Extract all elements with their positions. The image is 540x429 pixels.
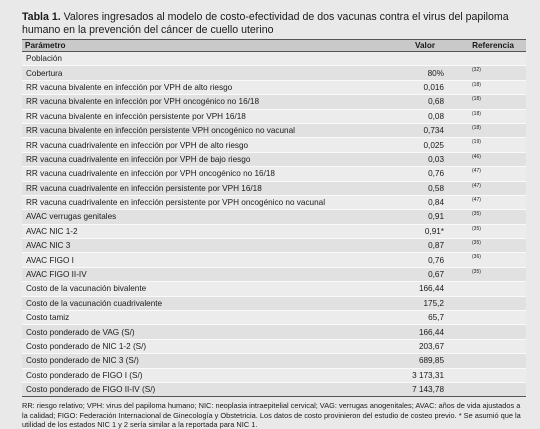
cell-parameter: Costo tamiz (22, 311, 390, 325)
cell-value: 0,03 (390, 152, 460, 166)
cell-reference (460, 339, 526, 353)
cell-value: 7 143,78 (390, 382, 460, 396)
table-row (22, 296, 526, 310)
header-parameter: Parámetro (22, 40, 390, 52)
table-row (22, 325, 526, 339)
cell-value: 0,67 (390, 267, 460, 281)
table-row (22, 354, 526, 368)
cell-value: 0,87 (390, 239, 460, 253)
cell-value: 0,91 (390, 210, 460, 224)
cell-reference (460, 52, 526, 66)
cell-reference (460, 282, 526, 296)
table-footnote: RR: riesgo relativo; VPH: virus del papiloma humano; NIC: neoplasia intraepitelial cervical; VAG: verrugas anogenitales; AVAC: años de vida ajustados a la calidad; FIGO: Federación Internacional de Ginecología y Obstetricia. Los datos de costo provinieron del estudio de costeo previo. * Se asumió que la utilidad de los estados NIC 1 y 2 sería similar a la reportada para NIC 1. (22, 401, 521, 429)
cell-parameter: RR vacuna cuadrivalente en infección por VPH de alto riesgo (22, 138, 390, 152)
cell-value: 0,91* (390, 224, 460, 238)
cell-parameter: AVAC FIGO I (22, 253, 390, 267)
cell-value: 0,84 (390, 195, 460, 209)
table-row (22, 382, 526, 396)
cell-parameter: Costo ponderado de NIC 3 (S/) (22, 354, 390, 368)
cell-reference: (19) (460, 138, 526, 152)
table-row (22, 368, 526, 382)
cell-reference: (32) (460, 66, 526, 80)
table-row (22, 80, 526, 94)
cell-parameter: Costo ponderado de NIC 1-2 (S/) (22, 339, 390, 353)
table-row (22, 181, 526, 195)
table-row (22, 339, 526, 353)
cell-value: 0,016 (390, 80, 460, 94)
cell-reference (460, 311, 526, 325)
cell-reference: (47) (460, 195, 526, 209)
cell-parameter: RR vacuna cuadrivalente en infección persistente por VPH 16/18 (22, 181, 390, 195)
cell-parameter: RR vacuna cuadrivalente en infección por VPH oncogénico no 16/18 (22, 167, 390, 181)
cell-reference: (35) (460, 210, 526, 224)
cell-parameter: AVAC NIC 1-2 (22, 224, 390, 238)
table-row (22, 224, 526, 238)
cell-value: 0,58 (390, 181, 460, 195)
header-reference: Referencia (460, 40, 526, 52)
cell-value: 0,76 (390, 253, 460, 267)
table-row (22, 167, 526, 181)
cell-parameter: RR vacuna bivalente en infección por VPH de alto riesgo (22, 80, 390, 94)
table-row (22, 195, 526, 209)
table-row (22, 95, 526, 109)
cell-reference: (35) (460, 224, 526, 238)
cell-parameter: RR vacuna bivalente en infección por VPH oncogénico no 16/18 (22, 95, 390, 109)
cell-parameter: Costo ponderado de FIGO I (S/) (22, 368, 390, 382)
cell-reference: (18) (460, 109, 526, 123)
table-row (22, 52, 526, 66)
cell-value: 203,67 (390, 339, 460, 353)
cell-value: 166,44 (390, 325, 460, 339)
cell-reference: (18) (460, 95, 526, 109)
cell-parameter: RR vacuna bivalente en infección persistente VPH oncogénico no vacunal (22, 123, 390, 137)
table-row (22, 267, 526, 281)
table-row (22, 123, 526, 137)
table-header-row (22, 40, 526, 52)
table-row (22, 239, 526, 253)
cell-parameter: Costo de la vacunación bivalente (22, 282, 390, 296)
cell-parameter: Cobertura (22, 66, 390, 80)
cell-value (390, 52, 460, 66)
cell-value: 0,08 (390, 109, 460, 123)
header-value: Valor (390, 40, 460, 52)
cell-reference (460, 382, 526, 396)
cell-parameter: RR vacuna cuadrivalente en infección por VPH de bajo riesgo (22, 152, 390, 166)
table-row (22, 109, 526, 123)
cell-parameter: Población (22, 52, 390, 66)
cell-reference: (47) (460, 167, 526, 181)
table-row (22, 282, 526, 296)
cell-value: 0,025 (390, 138, 460, 152)
cell-reference: (18) (460, 123, 526, 137)
cell-value: 175,2 (390, 296, 460, 310)
cell-reference: (35) (460, 239, 526, 253)
table-row (22, 253, 526, 267)
cell-parameter: Costo de la vacunación cuadrivalente (22, 296, 390, 310)
cell-parameter: AVAC FIGO II-IV (22, 267, 390, 281)
cell-reference (460, 296, 526, 310)
cell-value: 0,68 (390, 95, 460, 109)
cell-reference (460, 325, 526, 339)
table-row (22, 138, 526, 152)
table-row (22, 311, 526, 325)
caption-text: Valores ingresados al modelo de costo-efectividad de dos vacunas contra el virus del papiloma humano en la prevención del cáncer de cuello uterino (22, 11, 509, 36)
cell-value: 0,76 (390, 167, 460, 181)
cell-value: 65,7 (390, 311, 460, 325)
parameters-table (22, 39, 526, 397)
caption-label: Tabla 1. (22, 11, 61, 23)
table-row (22, 152, 526, 166)
cell-reference: (47) (460, 181, 526, 195)
cell-reference (460, 368, 526, 382)
cell-parameter: AVAC NIC 3 (22, 239, 390, 253)
cell-value: 689,85 (390, 354, 460, 368)
cell-parameter: AVAC verrugas genitales (22, 210, 390, 224)
cell-parameter: Costo ponderado de FIGO II-IV (S/) (22, 382, 390, 396)
cell-value: 80% (390, 66, 460, 80)
cell-parameter: Costo ponderado de VAG (S/) (22, 325, 390, 339)
table-row (22, 210, 526, 224)
cell-parameter: RR vacuna cuadrivalente en infección persistente por VPH oncogénico no vacunal (22, 195, 390, 209)
cell-reference (460, 354, 526, 368)
table-caption (22, 11, 526, 36)
cell-value: 0,734 (390, 123, 460, 137)
cell-value: 166,44 (390, 282, 460, 296)
cell-parameter: RR vacuna bivalente en infección persistente por VPH 16/18 (22, 109, 390, 123)
cell-reference: (35) (460, 267, 526, 281)
cell-reference: (36) (460, 253, 526, 267)
table-row (22, 66, 526, 80)
cell-reference: (46) (460, 152, 526, 166)
cell-value: 3 173,31 (390, 368, 460, 382)
cell-reference: (18) (460, 80, 526, 94)
